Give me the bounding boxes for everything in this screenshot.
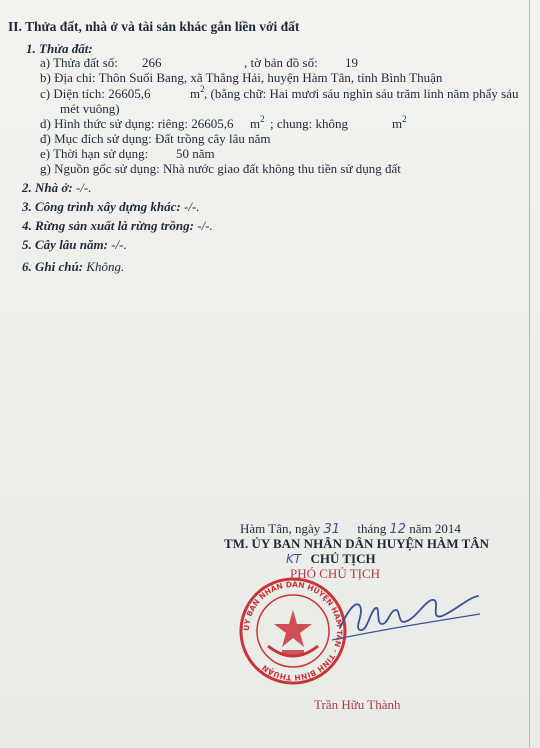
notes-row: 6. Ghi chú: Không. (22, 259, 125, 274)
parcel-heading: 1. Thửa đất: (26, 41, 93, 56)
handwritten-signature (330, 580, 480, 650)
area-words-line2: mét vuông) (60, 101, 120, 116)
page-border (529, 0, 530, 748)
area-unit: $m^2$ (190, 84, 205, 101)
usage-form-label: d) Hình thức sử dụng: riêng: 26605,6 (40, 116, 234, 131)
area-words-line1: , (bằng chữ: Hai mươi sáu nghìn sáu trăm linh năm phẩy sáu (204, 86, 519, 101)
usage-term-value: 50 năm (176, 146, 215, 161)
date-line: Hàm Tân, ngày 31 tháng 12 năm 2014 (240, 521, 461, 537)
perennial-trees-row: 5. Cây lâu năm: -/-. (22, 237, 127, 252)
date-day: 31 (323, 522, 341, 537)
other-works-row: 3. Công trình xây dựng khác: -/-. (22, 199, 200, 214)
usage-purpose: đ) Mục đích sử dụng: Đất trồng cây lâu năm (40, 131, 271, 146)
usage-form-common-unit: $m^2$ (392, 114, 407, 131)
map-sheet-label: , tờ bản đồ số: (244, 55, 318, 70)
date-month: 12 (389, 522, 407, 537)
map-sheet-value: 19 (345, 55, 358, 70)
planted-forest-row: 4. Rừng sản xuất là rừng trồng: -/-. (22, 218, 213, 233)
usage-form-unit: $m^2$ (250, 114, 265, 131)
parcel-number-value: 266 (142, 55, 162, 70)
seal-ring-text: ỦY BAN NHÂN DÂN HUYỆN HÀM TÂN · TỈNH BÌNH THUẬN (241, 579, 345, 683)
chairman-title: KT CHỦ TỊCH (286, 551, 376, 566)
deputy-title: PHÓ CHỦ TỊCH (290, 566, 381, 581)
usage-origin: g) Nguồn gốc sử dụng: Nhà nước giao đất không thu tiền sử dụng đất (40, 161, 401, 176)
section-title: II. Thửa đất, nhà ở và tài sản khác gắn liền với đất (8, 19, 300, 34)
usage-form-common: ; chung: không (270, 116, 348, 131)
kt-mark: KT (286, 552, 302, 566)
area-label: c) Diện tích: 26605,6 (40, 86, 151, 101)
address-line: b) Địa chỉ: Thôn Suối Bang, xã Thắng Hải, huyện Hàm Tân, tỉnh Bình Thuận (40, 70, 443, 85)
usage-term-label: e) Thời hạn sử dụng: (40, 146, 149, 161)
parcel-number-label: a) Thửa đất số: (40, 55, 118, 70)
signer-name: Trần Hữu Thành (314, 697, 401, 712)
house-row: 2. Nhà ở: -/-. (22, 180, 92, 195)
issuing-organization: TM. ỦY BAN NHÂN DÂN HUYỆN HÀM TÂN (224, 536, 490, 551)
